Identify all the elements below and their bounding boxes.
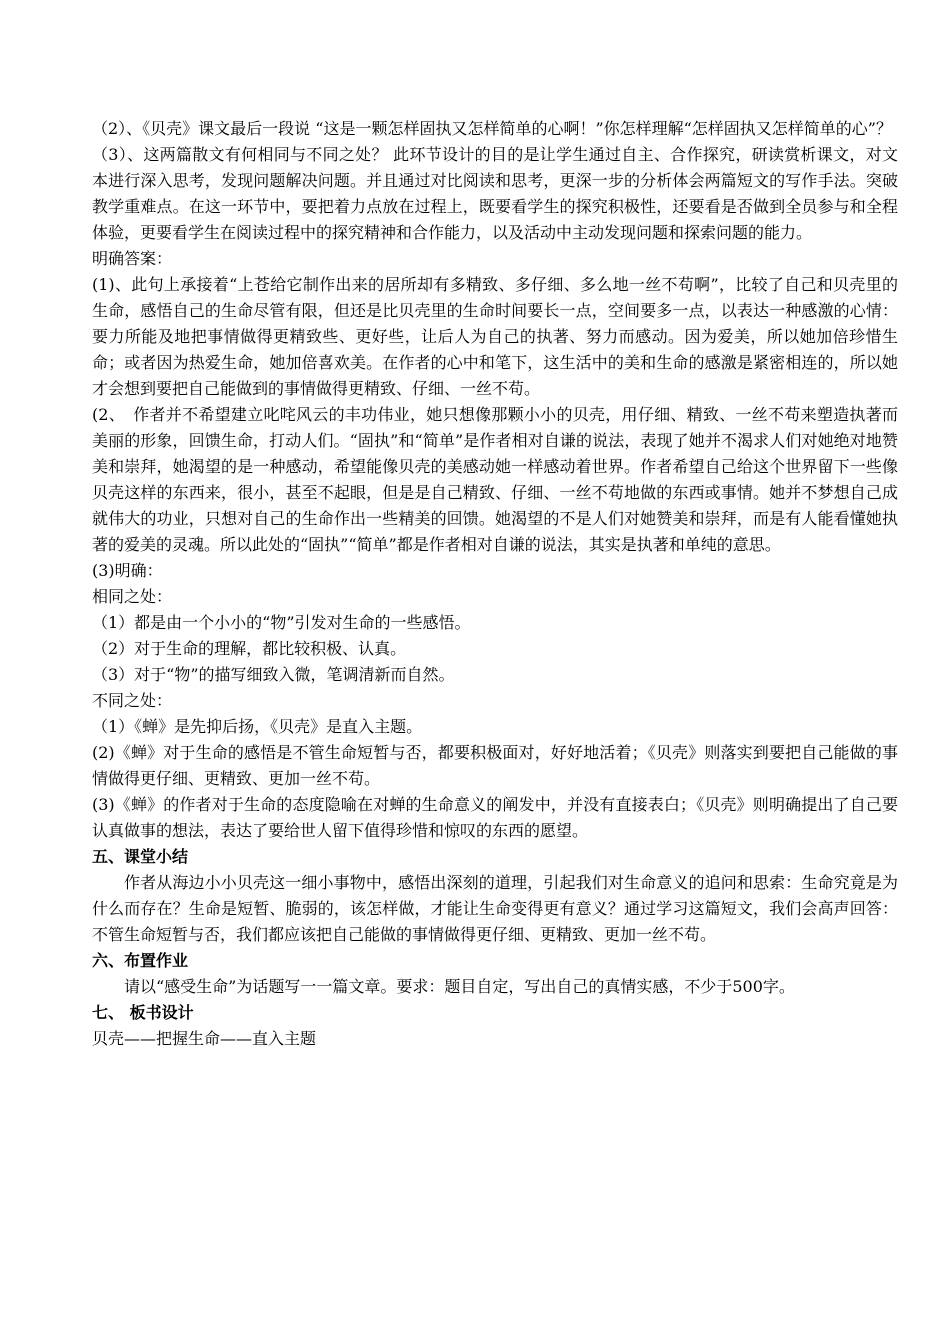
answer-label: 明确答案： [92, 249, 173, 268]
answer-1: (1)、此句上承接着“上苍给它制作出来的居所却有多精致、多仔细、多么地一丝不苟啊”，比较了自己和贝壳里的生命，感悟自己的生命尽管有限，但还是比贝壳里的生命时间要长一点，空间要多一点，以表达一种感激的心情：要力所能及地把事情做得更精致些、更好些，让后人为自己的执著、努力而感动。因为爱美，所以她加倍珍惜生命；或者因为热爱生命，她加倍喜欢美。在作者的心中和笔下，这生活中的美和生命的感激是紧密相连的，所以她才会想到要把自己能做到的事情做得更精致、仔细、一丝不苟。 [92, 275, 898, 398]
difference-2: (2)《蝉》对于生命的感悟是不管生命短暂与否，都要积极面对，好好地活着；《贝壳》则落实到要把自己能做的事情做得更仔细、更精致、更加一丝不苟。 [92, 743, 898, 788]
differences-label: 不同之处： [92, 691, 173, 710]
section-5-heading: 五、课堂小结 [92, 847, 189, 866]
section-5-body: 作者从海边小小贝壳这一细小事物中，感悟出深刻的道理，引起我们对生命意义的追问和思索：生命究竟是为什么而存在？生命是短暂、脆弱的，该怎样做，才能让生命变得更有意义？通过学习这篇短文，我们会高声回答：不管生命短暂与否，我们都应该把自己能做的事情做得更仔细、更精致、更加一丝不苟。 [92, 873, 898, 944]
answer-3-label: (3)明确： [92, 561, 163, 580]
section-6-heading: 六、布置作业 [92, 951, 189, 970]
similarities-label: 相同之处： [92, 587, 173, 606]
question-3: （3）、这两篇散文有何相同与不同之处？ 此环节设计的目的是让学生通过自主、合作探究，研读赏析课文，对文本进行深入思考，发现问题解决问题。并且通过对比阅读和思考，更深一步的分析体会两篇短文的写作手法。突破教学重难点。在这一环节中，要把着力点放在过程上，既要看学生的探究积极性，还要看是否做到全员参与和全程体验，更要看学生在阅读过程中的探究精神和合作能力，以及活动中主动发现问题和探索问题的能力。 [92, 145, 898, 242]
difference-3: (3)《蝉》的作者对于生命的态度隐喻在对蝉的生命意义的阐发中，并没有直接表白；《贝壳》则明确提出了自己要认真做事的想法，表达了要给世人留下值得珍惜和惊叹的东西的愿望。 [92, 795, 898, 840]
similarity-1: （1）都是由一个小小的“物”引发对生命的一些感悟。 [92, 613, 471, 632]
question-2: （2）、《贝壳》课文最后一段说 “这是一颗怎样固执又怎样简单的心啊！”你怎样理解“怎样固执又怎样简单的心”？ [92, 119, 892, 138]
similarity-2: （2）对于生命的理解，都比较积极、认真。 [92, 639, 407, 658]
board-design: 贝壳——把握生命——直入主题 [92, 1029, 317, 1048]
difference-1: （1）《蝉》是先抑后扬，《贝壳》是直入主题。 [92, 717, 423, 736]
document-body [92, 116, 898, 1052]
similarity-3: （3）对于“物”的描写细致入微，笔调清新而自然。 [92, 665, 455, 684]
section-6-body: 请以“感受生命”为话题写一一篇文章。要求：题目自定，写出自己的真情实感，不少于500字。 [124, 977, 795, 996]
answer-2: (2、 作者并不希望建立叱咤风云的丰功伟业，她只想像那颗小小的贝壳，用仔细、精致、一丝不苟来塑造执著而美丽的形象，回馈生命，打动人们。“固执”和“简单”是作者相对自谦的说法，表现了她并不渴求人们对她绝对地赞美和崇拜，她渴望的是一种感动，希望能像贝壳的美感动她一样感动着世界。作者希望自己给这个世界留下一些像贝壳这样的东西来，很小，甚至不起眼，但是是自己精致、仔细、一丝不苟地做的东西或事情。她并不梦想自己成就伟大的功业，只想对自己的生命作出一些精美的回馈。她渴望的不是人们对她赞美和崇拜，而是有人能看懂她执著的爱美的灵魂。所以此处的“固执”“简单”都是作者相对自谦的说法，其实是执著和单纯的意思。 [92, 405, 898, 554]
section-7-heading: 七、 板书设计 [92, 1003, 194, 1022]
